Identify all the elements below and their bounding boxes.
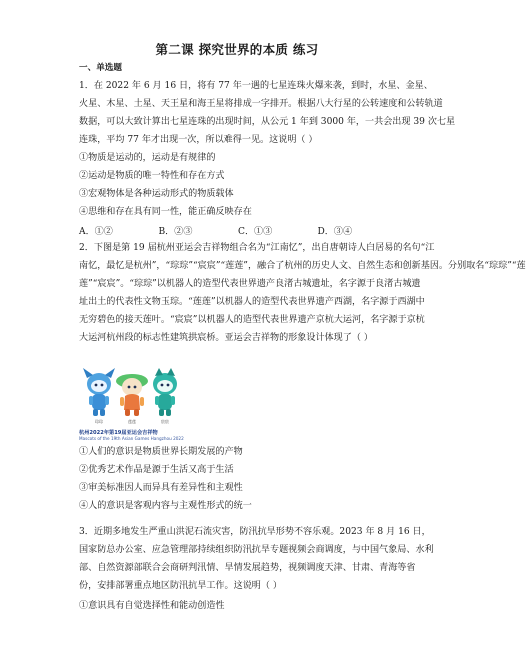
statement-option: ④思维和存在具有同一性，能正确反映存在 — [79, 207, 252, 217]
mascot-illustration — [79, 362, 185, 430]
question-text-line: 国家防总办公室、应急管理部持续组织防汛抗旱专题视频会商调度，与中国气象局、水利 — [79, 545, 434, 555]
question-text-line: 部、自然资源部联合会商研判汛情、旱情发展趋势，视频调度天津、甘肃、青海等省 — [79, 563, 416, 573]
question-text-line: 火星、木星、土星、天王星和海王星将排成一字排开。根据八大行星的公转速度和公转轨道 — [79, 99, 443, 109]
statement-option: ③宏观物体是各种运动形式的物质载体 — [79, 189, 234, 199]
statement-option: ②运动是物质的唯一特性和存在方式 — [79, 171, 225, 181]
statement-option: ④人的意识是客观内容与主观性形式的统一 — [79, 501, 252, 511]
page-title: 第二课 探究世界的本质 练习 — [155, 42, 319, 57]
question-text-line: 连珠，平均 77 年才出现一次，所以难得一见。这说明（ ） — [79, 135, 318, 145]
mascot-name-lianlian: 莲莲 — [128, 419, 136, 424]
question-text-line: 数据，可以大致计算出七星连珠的出现时间，从公元 1 年到 3000 年，一共会出现 39 次七星 — [79, 117, 456, 127]
question-text-line: 无穷碧色的接天莲叶。“宸宸”以机器人的造型代表世界遗产京杭大运河，名字源于京杭 — [79, 315, 425, 325]
answer-choices — [79, 224, 397, 237]
mascot-lianlian-figure — [116, 374, 148, 416]
choice-a[interactable]: A．①② — [79, 227, 113, 237]
mascot-congcong-figure — [83, 368, 115, 416]
statement-option: ①意识具有自觉选择性和能动创造性 — [79, 601, 225, 611]
question-text-line: 2．下图是第 19 届杭州亚运会吉祥物组合名为“江南忆”，出自唐朝诗人白居易的名句“江 — [79, 243, 435, 253]
statement-option: ②优秀艺术作品是源于生活又高于生活 — [79, 465, 234, 475]
statement-option: ③审美标准因人而异具有差异性和主观性 — [79, 483, 243, 493]
question-text-line: 3．近期多地发生严重山洪泥石流灾害，防汛抗旱形势不容乐观。2023 年 8 月 16 日， — [79, 527, 431, 537]
question-text-line: 1．在 2022 年 6 月 16 日，将有 77 年一遇的七星连珠火爆来袭，到时，水星、金星、 — [79, 81, 433, 91]
choice-d[interactable]: D．③④ — [317, 227, 353, 237]
mascot-name-chenchen: 宸宸 — [161, 419, 169, 424]
statement-option: ①物质是运动的，运动是有规律的 — [79, 153, 216, 163]
section-heading: 一、单选题 — [79, 63, 122, 73]
question-text-line: 址出土的代表性文物玉琮。“莲莲”以机器人的造型代表世界遗产西湖，名字源于西湖中 — [79, 297, 425, 307]
question-text-line: 南忆，最忆是杭州”，“琮琮”“宸宸”“莲莲”，融合了杭州的历史人文、自然生态和创新基因。分别取名“琮琮”“莲 — [79, 261, 526, 271]
mascot-name-congcong: 琮琮 — [95, 419, 103, 424]
mascot-caption-cn: 杭州2022年第19届亚运会吉祥物 — [79, 430, 158, 436]
mascot-caption-en: Mascots of the 19th Asian Games Hangzhou 2022 — [79, 436, 184, 441]
question-text-line: 大运河杭州段的标志性建筑拱宸桥。亚运会吉祥物的形象设计体现了（ ） — [79, 333, 373, 343]
statement-option: ①人们的意识是物质世界长期发展的产物 — [79, 447, 243, 457]
choice-b[interactable]: B．②③ — [158, 227, 193, 237]
question-text-line: 莲”“宸宸”。“琮琮”以机器人的造型代表世界遗产良渚古城遗址，名字源于良渚古城遗 — [79, 279, 421, 289]
choice-c[interactable]: C．①③ — [238, 227, 273, 237]
mascot-chenchen-figure — [153, 368, 177, 416]
mascot-caption — [79, 430, 189, 442]
question-text-line: 份，安排部署重点地区防汛抗旱工作。这说明（ ） — [79, 581, 282, 591]
